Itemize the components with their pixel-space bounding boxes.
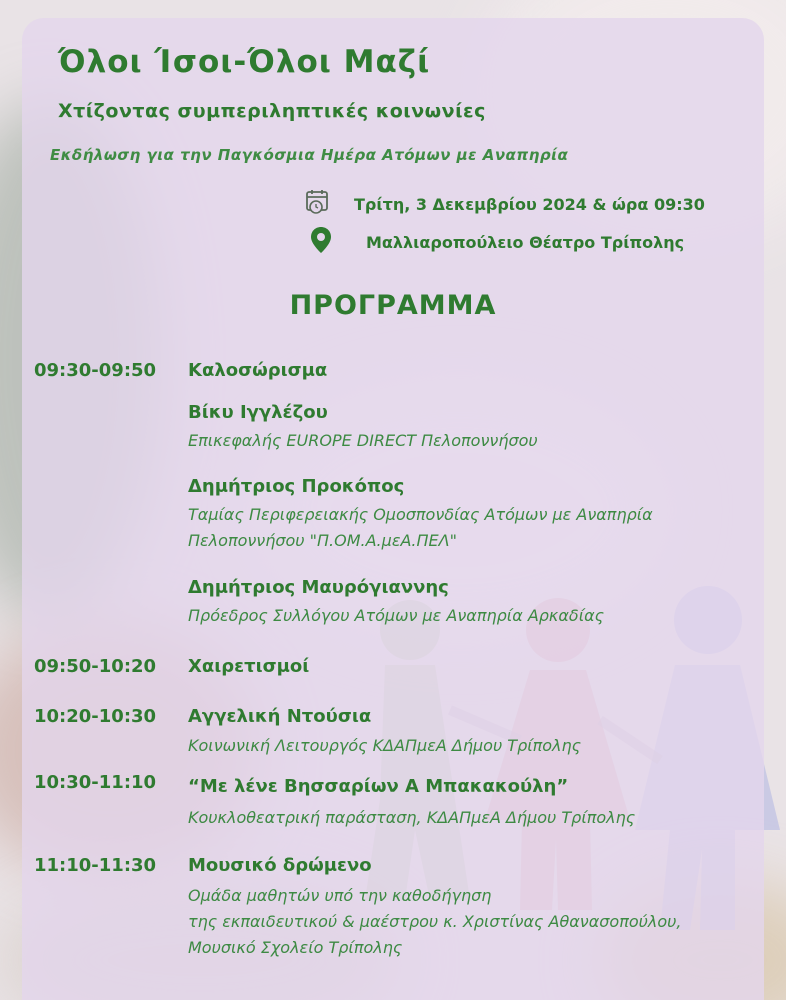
speaker-role: Επικεφαλής EUROPE DIRECT Πελοποννήσου <box>188 431 538 450</box>
calendar-clock-icon <box>304 188 334 220</box>
event-date: Τρίτη, 3 Δεκεμβρίου 2024 & ώρα 09:30 <box>354 194 705 214</box>
speaker-role: Πελοποννήσου "Π.ΟΜ.Α.μεΑ.ΠΕΛ" <box>188 531 457 550</box>
location-row <box>310 226 684 258</box>
slot-title: Χαιρετισμοί <box>188 656 310 677</box>
slot-time: 09:30-09:50 <box>34 360 157 381</box>
event-location: Μαλλιαροπούλειο Θέατρο Τρίπολης <box>366 232 685 252</box>
speaker-name: Δημήτριος Προκόπος <box>188 476 405 497</box>
slot-role: Ομάδα μαθητών υπό την καθοδήγηση <box>188 886 492 905</box>
speaker-role: Πρόεδρος Συλλόγου Ατόμων με Αναπηρία Αρκαδίας <box>188 606 605 625</box>
slot-time: 11:10-11:30 <box>34 855 157 876</box>
slot-role: Κοινωνική Λειτουργός ΚΔΑΠμεΑ Δήμου Τρίπολης <box>188 736 582 755</box>
date-row <box>304 188 705 220</box>
slot-time: 09:50-10:20 <box>34 656 157 677</box>
slot-role: Μουσικό Σχολείο Τρίπολης <box>188 938 403 957</box>
slot-role: Κουκλοθεατρική παράσταση, ΚΔΑΠμεΑ Δήμου Τρίπολης <box>188 808 636 827</box>
slot-title: Αγγελική Ντούσια <box>188 706 372 727</box>
slot-title: “Με λένε Βησσαρίων Α Μπακακούλη” <box>188 776 569 797</box>
program-heading: ΠΡΟΓΡΑΜΜΑ <box>289 290 497 321</box>
slot-time: 10:20-10:30 <box>34 706 157 727</box>
slot-role: της εκπαιδευτικού & μαέστρου κ. Χριστίνας Αθανασοπούλου, <box>188 912 682 931</box>
slot-title: Μουσικό δρώμενο <box>188 855 372 876</box>
slot-title: Καλοσώρισμα <box>188 360 328 381</box>
slot-time: 10:30-11:10 <box>34 772 157 793</box>
event-subtitle: Χτίζοντας συμπεριληπτικές κοινωνίες <box>58 100 486 122</box>
speaker-name: Βίκυ Ιγγλέζου <box>188 402 328 423</box>
event-title: Όλοι Ίσοι-Όλοι Μαζί <box>58 44 431 80</box>
speaker-role: Ταμίας Περιφερειακής Ομοσπονδίας Ατόμων με Αναπηρία <box>188 505 653 524</box>
speaker-name: Δημήτριος Μαυρόγιαννης <box>188 577 449 598</box>
event-description: Εκδήλωση για την Παγκόσμια Ημέρα Ατόμων με Αναπηρία <box>50 146 569 164</box>
map-pin-icon <box>310 226 332 258</box>
